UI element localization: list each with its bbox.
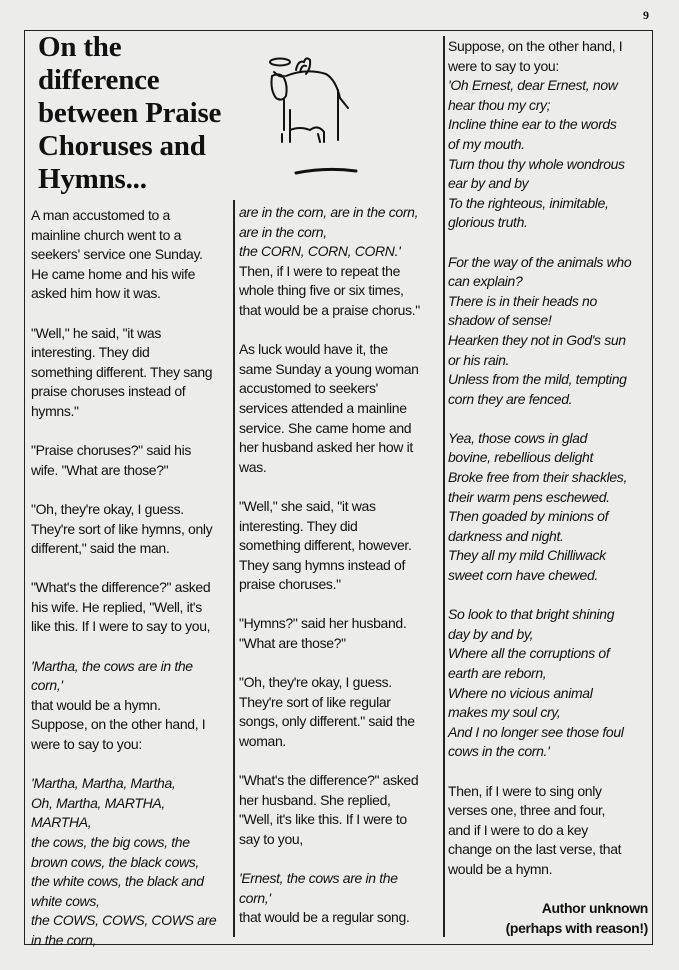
paragraph bbox=[239, 497, 439, 595]
page-number: 9 bbox=[643, 8, 649, 22]
paragraph bbox=[448, 37, 648, 233]
paragraph bbox=[31, 578, 229, 637]
paragraph bbox=[31, 441, 229, 480]
body-text: A man accustomed to a mainline church went to a seekers' service one Sunday. He came home and his wife asked him how it was. bbox=[31, 207, 203, 302]
body-text: Suppose, on the other hand, I were to say to you: bbox=[448, 38, 623, 74]
body-text: that would be a hymn. Suppose, on the other hand, I were to say to you: bbox=[31, 696, 206, 753]
paragraph bbox=[239, 869, 439, 928]
verse-text: For the way of the animals who can explain? There is in their heads no shadow of sense! Hearken they not in God's sun or his rain. Unless from the mild, tempting corn they are fenced. bbox=[448, 253, 632, 407]
paragraph bbox=[31, 774, 229, 950]
body-text: "Oh, they're okay, I guess. They're sort of like hymns, only different," said the man. bbox=[31, 500, 213, 557]
column-divider bbox=[443, 36, 445, 937]
text-column-3 bbox=[448, 37, 648, 958]
verse-text: Yea, those cows in glad bovine, rebellious delight Broke free from their shackles, their warm pens eschewed. Then goaded by minions of darkness and night. They all my mild Chilliwack sweet corn have chewed. bbox=[448, 429, 627, 584]
paragraph bbox=[448, 782, 648, 880]
paragraph bbox=[448, 899, 648, 938]
text-column-1 bbox=[31, 206, 229, 970]
body-text: Then, if I were to repeat the whole thing five or six times, that would be a praise chorus." bbox=[239, 262, 420, 318]
paragraph bbox=[239, 614, 439, 653]
paragraph bbox=[31, 206, 229, 304]
body-text: "Praise choruses?" said his wife. "What are those?" bbox=[31, 442, 192, 478]
paragraph bbox=[448, 429, 648, 586]
verse-text: 'Martha, Martha, Martha, Oh, Martha, MARTHA, MARTHA, the cows, the big cows, the brown cows, the black cows, the white cows, the black and white cows, the COWS, COWS, COWS are in the corn, bbox=[31, 775, 217, 948]
paragraph bbox=[239, 771, 439, 849]
verse-text: 'Ernest, the cows are in the corn,' bbox=[239, 870, 398, 906]
paragraph bbox=[448, 605, 648, 762]
verse-text: 'Martha, the cows are in the corn,' bbox=[31, 657, 193, 694]
body-text: "Well," he said, "it was interesting. They did something different. They sang praise choruses instead of hymns." bbox=[31, 324, 213, 419]
body-text: "Oh, they're okay, I guess. They're sort of like regular songs, only different." said the woman. bbox=[239, 674, 415, 750]
cow-with-halo-icon bbox=[268, 50, 368, 185]
verse-text: So look to that bright shining day by and by, Where all the corruptions of earth are reborn, Where no vicious animal makes my soul cry, And I no longer see those foul cows in the corn.' bbox=[448, 606, 624, 760]
body-text: "Hymns?" said her husband. "What are those?" bbox=[239, 615, 407, 652]
author-credit: Author unknown (perhaps with reason!) bbox=[505, 900, 648, 936]
paragraph bbox=[448, 253, 648, 410]
body-text: As luck would have it, the same Sunday a young woman accustomed to seekers' services attended a mainline service. She came home and her husband asked her how it was. bbox=[239, 341, 419, 475]
paragraph bbox=[31, 500, 229, 559]
verse-text: 'Oh Ernest, dear Ernest, now hear thou my cry; Incline thine ear to the words of my mouth. Turn thou thy whole wondrous ear by and by To the righteous, inimitable, glorious truth. bbox=[448, 77, 625, 231]
body-text: that would be a regular song. bbox=[239, 909, 410, 926]
article-title: On the difference between Praise Choruses and Hymns... bbox=[38, 31, 222, 195]
paragraph bbox=[239, 340, 439, 477]
body-text: "Well," she said, "it was interesting. They did something different, however. They sang hymns instead of praise choruses." bbox=[239, 497, 412, 593]
paragraph bbox=[31, 657, 229, 755]
verse-text: are in the corn, are in the corn, are in the corn, the CORN, CORN, CORN.' bbox=[239, 204, 419, 260]
column-divider bbox=[233, 200, 235, 937]
body-text: "What's the difference?" asked her husband. She replied, "Well, it's like this. If I were to say to you, bbox=[239, 772, 419, 847]
text-column-2 bbox=[239, 203, 439, 948]
paragraph bbox=[31, 324, 229, 422]
paragraph bbox=[239, 203, 439, 321]
body-text: "What's the difference?" asked his wife. He replied, "Well, it's like this. If I were to say to you, bbox=[31, 579, 211, 635]
paragraph bbox=[239, 673, 439, 751]
body-text: Then, if I were to sing only verses one, three and four, and if I were to do a key change on the last verse, that would be a hymn. bbox=[448, 782, 622, 877]
